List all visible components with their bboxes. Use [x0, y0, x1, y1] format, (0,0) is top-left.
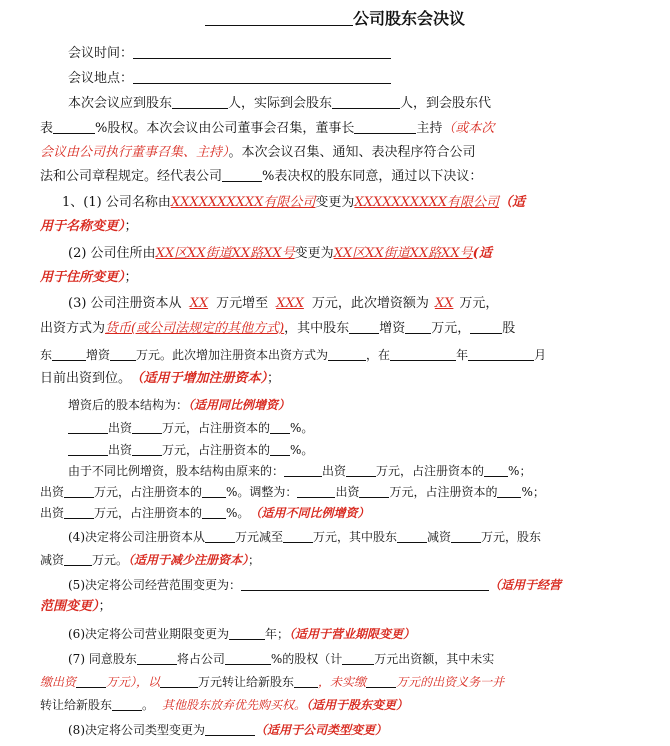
para1-line4: 法和公司章程规定。经代表公司 %表决权的股东同意，通过以下决议： [40, 169, 483, 184]
blank[interactable] [222, 168, 262, 182]
increase-row1: 出资 万元，占注册资本的 %。 [68, 419, 313, 437]
item3-line2: 出资方式为货币(或公司法规定的其他方式)，其中股东 增资 万元， 股 [40, 321, 516, 336]
item3-line3: 东 增资 万元。此次增加注册资本出资方式为 ，在 年 月 [40, 348, 547, 362]
unequal-line1: 由于不同比例增资，股本结构由原来的： 出资 万元，占注册资本的 %； [68, 464, 532, 478]
blank[interactable] [354, 120, 416, 134]
meeting-time-blank[interactable] [133, 45, 391, 59]
item1-line1: 1、(1) 公司名称由XXXXXXXXXX有限公司变更为XXXXXXXXXX有限公司（适 [62, 195, 525, 210]
title-text: 公司股东会决议 [352, 9, 465, 28]
meeting-place-blank[interactable] [133, 70, 391, 84]
meeting-time-row: 会议时间： [68, 45, 391, 63]
item7-line3: 转让给新股东 。 其他股东放弃优先购买权。（适用于股东变更） [40, 698, 409, 712]
increase-title: 增资后的股本结构为：（适用同比例增资） [68, 398, 291, 412]
unequal-line3: 出资 万元，占注册资本的 %。 （适用不同比例增资） [40, 506, 370, 520]
item7-line2: 缴出资 万元），以 万元转让给新股东 ，未实缴 万元的出资义务一并 [40, 675, 505, 689]
para1-line2: 表 %股权。本次会议由公司董事会召集，董事长 主持（或本次 [40, 121, 495, 136]
item7-line1: (7) 同意股东 将占公司 %的股权（计 万元出资额，其中未实 [68, 652, 495, 666]
page-title [0, 6, 670, 29]
item5-line1: (5)决定将公司经营范围变更为： （适用于经营 [68, 578, 562, 592]
item1-line2: 用于名称变更）； [40, 219, 138, 234]
item6: (6)决定将公司营业期限变更为 年；（适用于营业期限变更） [68, 627, 416, 641]
company-name-blank[interactable] [205, 12, 353, 26]
item8: (8)决定将公司类型变更为 （适用于公司类型变更） [68, 723, 388, 737]
para1-line1: 本次会议应到股东 人，实际到会股东 人，到会股东代 [68, 96, 492, 111]
item3-line4: 日前出资到位。 （适用于增加注册资本）； [40, 371, 281, 386]
blank[interactable] [53, 120, 95, 134]
item2-line2: 用于住所变更）； [40, 270, 138, 285]
item3-line1: (3) 公司注册资本从 XX 万元增至 XXX 万元，此次增资额为 XX 万元， [68, 296, 499, 311]
blank[interactable] [332, 95, 400, 109]
item4-line2: 减资 万元。（适用于减少注册资本）； [40, 553, 261, 567]
blank[interactable] [172, 95, 228, 109]
increase-row2: 出资 万元，占注册资本的 %。 [68, 441, 313, 459]
item4-line1: (4)决定将公司注册资本从 万元减至 万元，其中股东 减资 万元，股东 [68, 530, 542, 544]
para1-line3: 会议由公司执行董事召集、主持）。本次会议召集、通知、表决程序符合公司 [40, 145, 476, 160]
unequal-line2: 出资 万元，占注册资本的 %。调整为： 出资 万元，占注册资本的 %； [40, 485, 545, 499]
item5-line2: 范围变更）； [40, 599, 112, 614]
item2-line1: (2) 公司住所由XX区XX街道XX路XX号变更为XX区XX街道XX路XX号(适 [68, 246, 492, 261]
meeting-place-row: 会议地点： [68, 70, 391, 88]
